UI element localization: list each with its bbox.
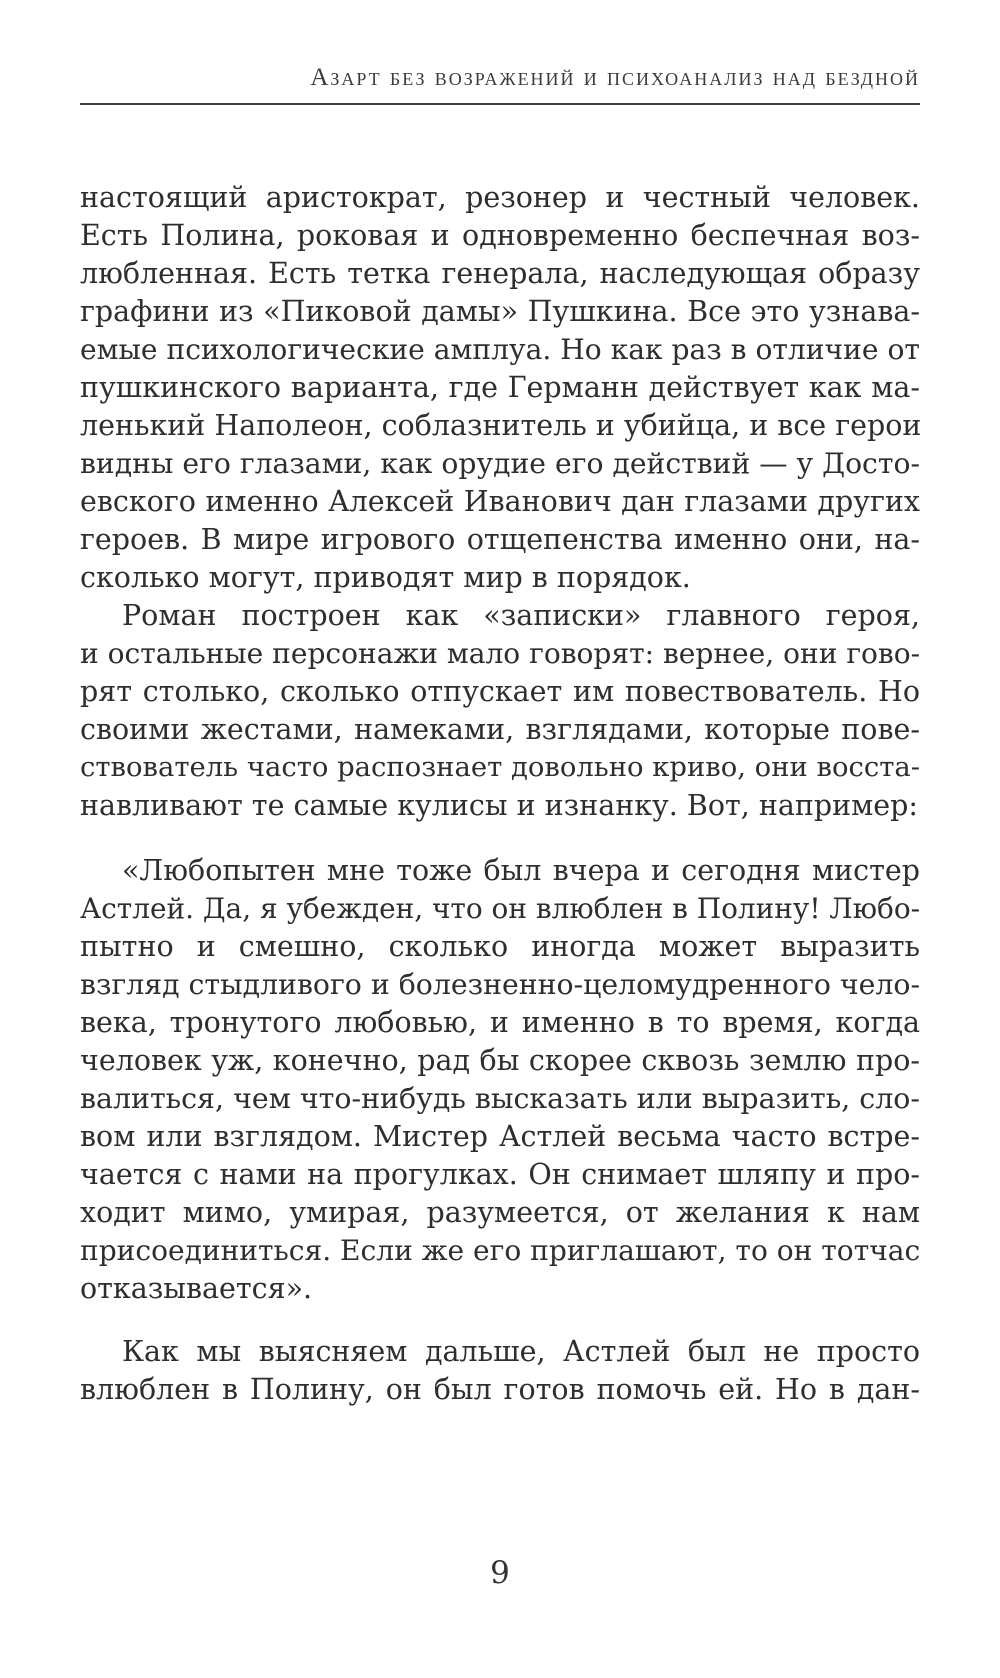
paragraph-continuation — [80, 179, 920, 597]
text-line: видны его глазами, как орудие его действий — у Досто- — [80, 447, 920, 480]
page-number: 9 — [490, 1555, 510, 1591]
text-line: пушкинского варианта, где Германн действует как ма- — [80, 371, 920, 404]
text-line: рят столько, сколько отпускает им повествователь. Но — [80, 675, 920, 708]
text-line: навливают те самые кулисы и изнанку. Вот, например: — [80, 789, 918, 822]
text-line: вом или взглядом. Мистер Астлей весьма часто встре- — [80, 1120, 920, 1153]
text-line: евского именно Алексей Иванович дан глазами других — [80, 485, 920, 518]
text-line: настоящий аристократ, резонер и честный человек. — [80, 181, 920, 214]
text-line: влюблен в Полину, он был готов помочь ей. Но в дан- — [80, 1373, 920, 1406]
text-line: своими жестами, намеками, взглядами, которые пове- — [80, 713, 920, 746]
text-line: ленький Наполеон, соблазнитель и убийца, и все герои — [80, 409, 922, 442]
text-line: человек уж, конечно, рад бы скорее сквозь землю про- — [80, 1044, 920, 1077]
text-line: Астлей. Да, я убежден, что он влюблен в Полину! Любо- — [80, 892, 921, 925]
paragraph — [80, 597, 920, 825]
text-line: отказывается». — [80, 1272, 313, 1305]
text-line: взгляд стыдливого и болезненно-целомудренного чело- — [80, 968, 921, 1001]
quotation-block — [80, 852, 920, 1308]
text-line: графини из «Пиковой дамы» Пушкина. Все это узнава- — [80, 295, 920, 328]
running-header: Азарт без возражений и психоанализ над бездной — [310, 64, 920, 91]
text-line: валиться, чем что-нибудь высказать или выразить, сло- — [80, 1082, 920, 1115]
text-line: и остальные персонажи мало говорят: вернее, они гово- — [80, 637, 921, 670]
text-line: героев. В мире игрового отщепенства именно они, на- — [80, 523, 920, 556]
paragraph — [80, 1333, 920, 1409]
text-line: века, тронутого любовью, и именно в то время, когда — [80, 1006, 920, 1039]
text-line: Роман построен как «записки» главного героя, — [122, 599, 920, 632]
text-line: Есть Полина, роковая и одновременно беспечная воз- — [80, 219, 920, 252]
text-line: ходит мимо, умирая, разумеется, от желания к нам — [80, 1196, 920, 1229]
text-line: «Любопытен мне тоже был вчера и сегодня мистер — [122, 854, 920, 887]
text-line: пытно и смешно, сколько иногда может выразить — [80, 930, 920, 963]
header-rule — [80, 103, 920, 105]
text-line: Как мы выясняем дальше, Астлей был не просто — [122, 1335, 920, 1368]
text-line: присоединиться. Если же его приглашают, то он тотчас — [80, 1234, 921, 1267]
text-line: ствователь часто распознает довольно криво, они восста- — [80, 752, 920, 783]
text-line: сколько могут, приводят мир в порядок. — [80, 561, 691, 594]
text-line: емые психологические амплуа. Но как раз в отличие от — [80, 333, 920, 366]
text-line: любленная. Есть тетка генерала, наследующая образу — [80, 257, 920, 290]
text-line: чается с нами на прогулках. Он снимает шляпу и про- — [80, 1158, 920, 1191]
